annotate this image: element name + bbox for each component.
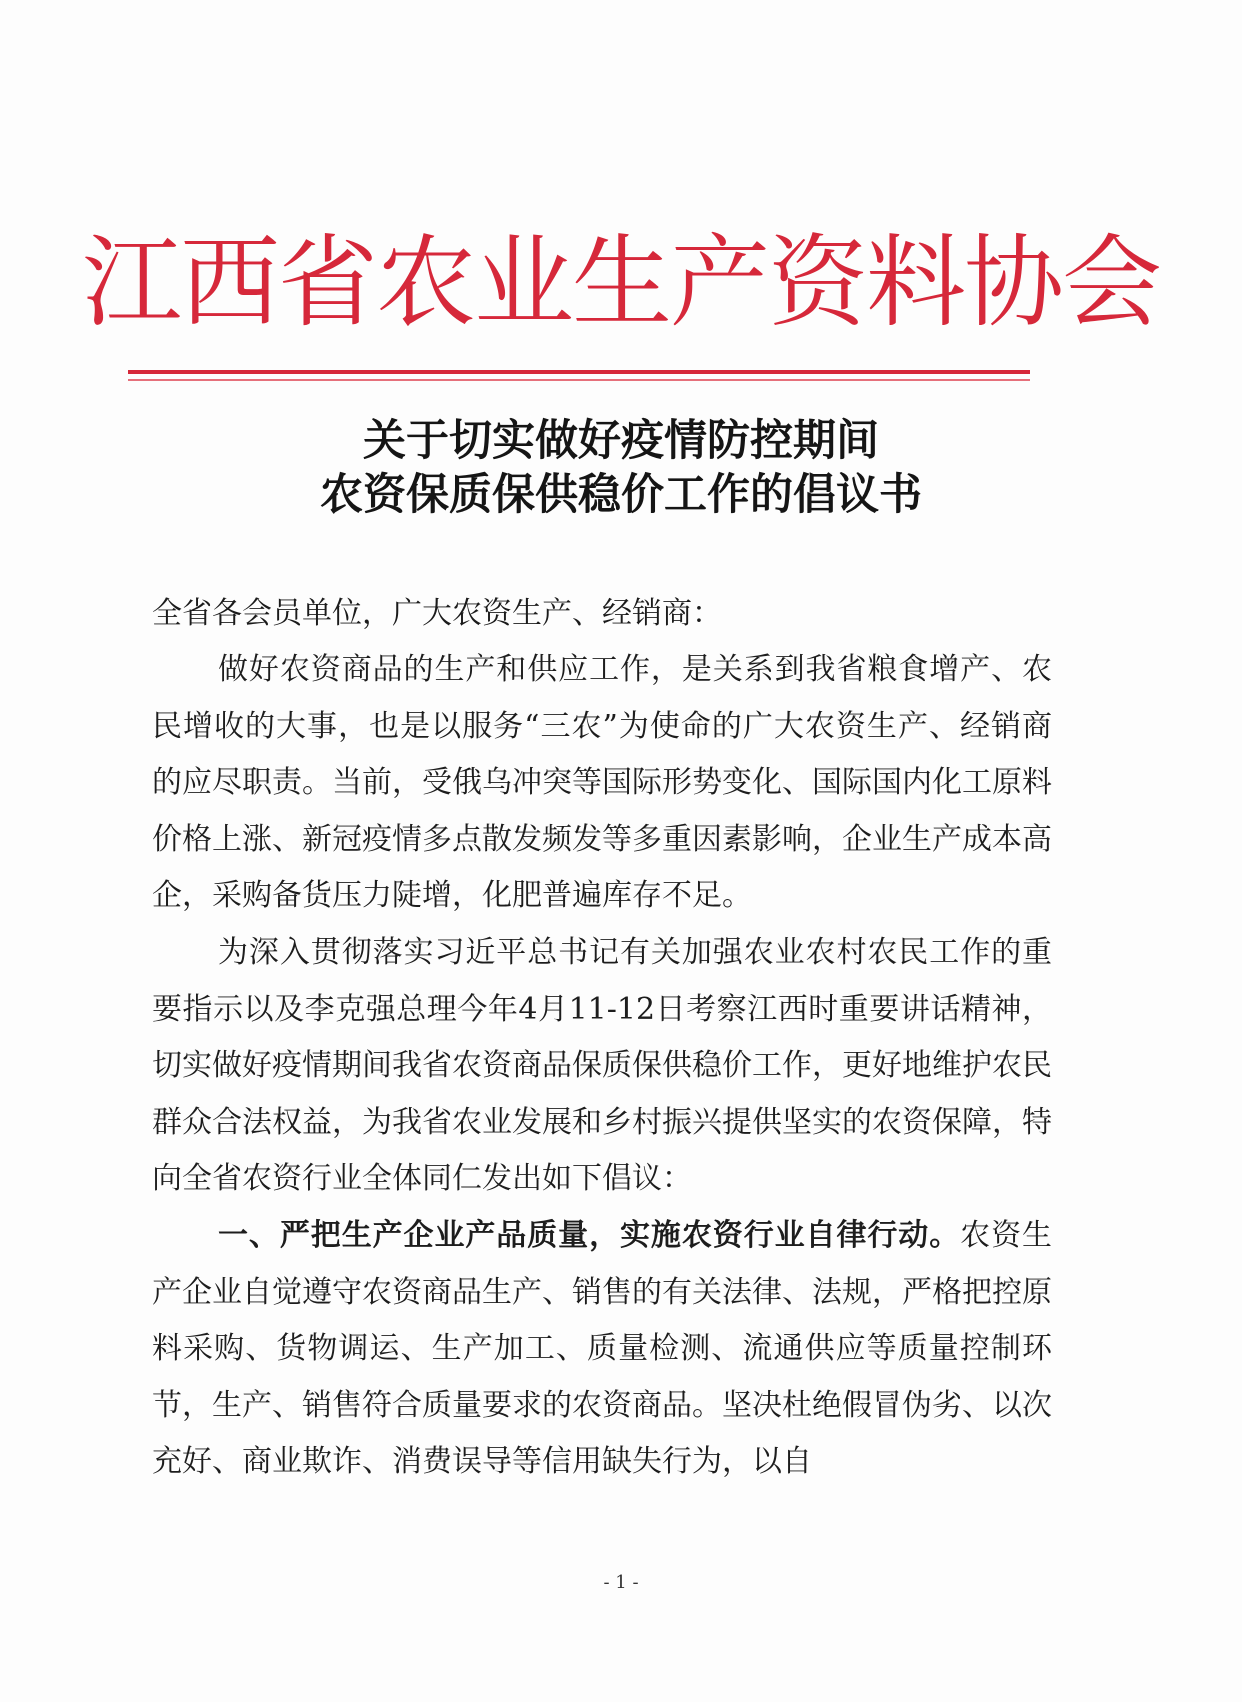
org-header: 江西省农业生产资料协会 (82, 224, 1160, 341)
paragraph-3 (152, 1208, 1052, 1491)
paragraph-2: 为深入贯彻落实习近平总书记有关加强农业农村农民工作的重要指示以及李克强总理今年4月11-12日考察江西时重要讲话精神，切实做好疫情期间我省农资商品保质保供稳价工作，更好地维护农民群众合法权益，为我省农业发展和乡村振兴提供坚实的农资保障，特向全省农资行业全体同仁发出如下倡议： (152, 934, 1052, 1197)
paragraph-1: 做好农资商品的生产和供应工作，是关系到我省粮食增产、农民增收的大事，也是以服务“三农”为使命的广大农资生产、经销商的应尽职责。当前，受俄乌冲突等国际形势变化、国际国内化工原料价格上涨、新冠疫情多点散发频发等多重因素影响，企业生产成本高企，采购备货压力陡增，化肥普遍库存不足。 (152, 652, 1052, 914)
doc-title-line-2: 农资保质保供稳价工作的倡议书 (320, 470, 922, 520)
paragraph-3-heading: 一、严把生产企业产品质量，实施农资行业自律行动。 (218, 1217, 961, 1253)
header-red-rule-thin (128, 379, 1030, 381)
doc-title-line-1: 关于切实做好疫情防控期间 (363, 416, 879, 466)
salutation: 全省各会员单位，广大农资生产、经销商： (152, 596, 722, 631)
paragraph-3-body: 农资生产企业自觉遵守农资商品生产、销售的有关法律、法规，严格把控原料采购、货物调运、生产加工、质量检测、流通供应等质量控制环节，生产、销售符合质量要求的农资商品。坚决杜绝假冒伪劣、以次充好、商业欺诈、消费误导等信用缺失行为，以自 (152, 1217, 1053, 1480)
header-red-rule (128, 370, 1030, 374)
page-number: - 1 - (603, 1572, 639, 1593)
body-text (152, 642, 1052, 1491)
